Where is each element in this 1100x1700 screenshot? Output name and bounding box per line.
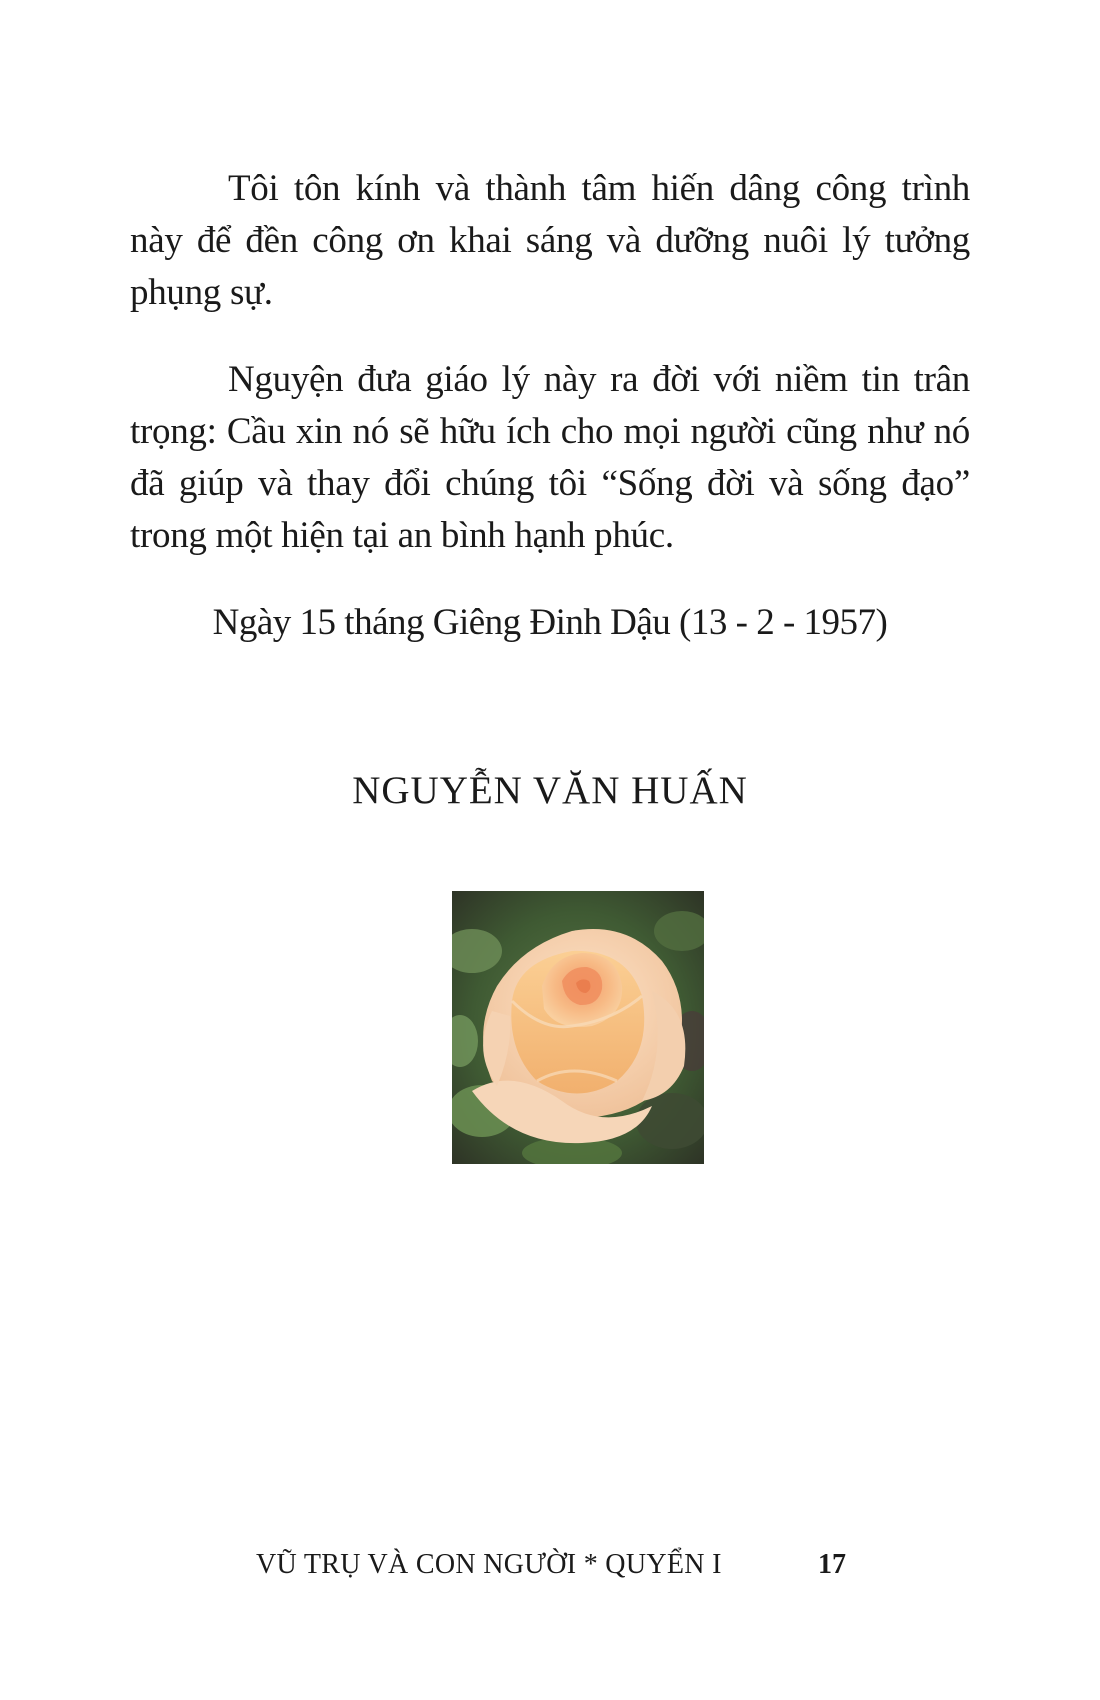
- page-number: 17: [818, 1549, 846, 1580]
- rose-photo-icon: [452, 891, 704, 1164]
- running-title: VŨ TRỤ VÀ CON NGƯỜI * QUYỂN I: [256, 1549, 722, 1580]
- dedication-paragraph-2: Nguyện đưa giáo lý này ra đời với niềm tin trân trọng: Cầu xin nó sẽ hữu ích cho mọi người cũng như nó đã giúp và thay đổi chúng tôi “Sống đời và sống đạo” trong một hiện tại an bình hạnh phúc.: [130, 359, 970, 556]
- dedication-paragraph-1: Tôi tôn kính và thành tâm hiến dâng công trình này để đền công ơn khai sáng và dưỡng nuôi lý tưởng phụng sự.: [130, 168, 970, 313]
- dedication-date: Ngày 15 tháng Giêng Đinh Dậu (13 - 2 - 1957): [212, 602, 888, 643]
- author-name: NGUYỄN VĂN HUẤN: [352, 769, 748, 812]
